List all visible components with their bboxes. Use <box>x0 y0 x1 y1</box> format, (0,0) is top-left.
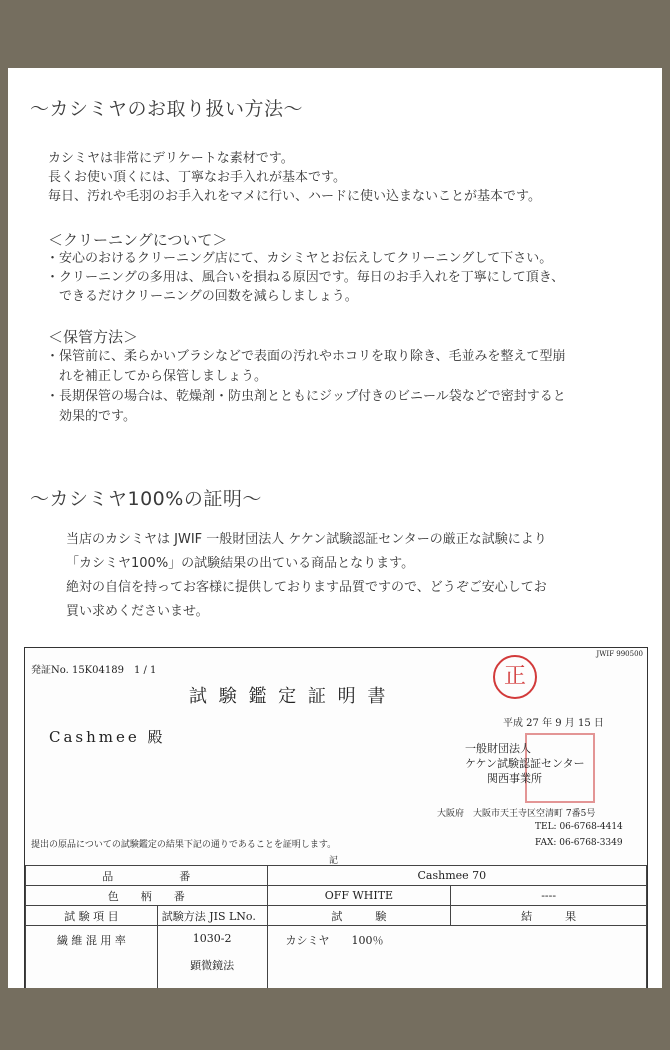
issuer-line-3: 関西事業所 <box>487 772 542 785</box>
storage-title: ＜保管方法＞ <box>48 328 139 346</box>
stamp-seal-icon: 正 <box>493 655 537 699</box>
table-row <box>26 886 647 906</box>
issuer-line-2: ケケン試験認証センター <box>465 757 585 770</box>
proof-heading: 〜カシミヤ100%の証明〜 <box>30 488 262 510</box>
storage-line-4: 効果的です。 <box>46 409 136 424</box>
content-panel <box>8 68 662 988</box>
col-test-item: 試 験 項 目 <box>26 906 158 926</box>
care-intro-line-3: 毎日、汚れや毛羽のお手入れをマメに行い、ハードに使い込まないことが基本です。 <box>48 189 541 204</box>
cleaning-line-2: ・クリーニングの多用は、風合いを損ねる原因です。毎日のお手入れを丁寧にして頂き、 <box>46 270 565 285</box>
test-method: 1030-2 <box>192 932 232 945</box>
certificate-number: 発証No. 15K04189 1 / 1 <box>31 665 157 676</box>
cleaning-line-3: できるだけクリーニングの回数を減らしましょう。 <box>46 289 358 304</box>
proof-line-1: 当店のカシミヤは JWIF 一般財団法人 ケケン試験認証センターの厳正な試験により <box>66 532 547 547</box>
cleaning-line-1: ・安心のおけるクリーニング店にて、カシミヤとお伝えしてクリーニングして下さい。 <box>46 251 553 266</box>
test-item: 繊 維 混 用 率 <box>26 926 158 989</box>
proof-line-2: 「カシミヤ100%」の試験結果の出ている商品となります。 <box>66 556 415 571</box>
hinban-label: 品 番 <box>26 866 268 886</box>
color-label: 色 柄 番 <box>26 886 268 906</box>
col-test: 試 験 <box>267 906 451 926</box>
test-result: カシミヤ 100％ <box>267 926 646 989</box>
certificate-ki: 記 <box>329 856 339 866</box>
test-method-cell <box>157 926 267 989</box>
color-value-2: ---- <box>451 886 647 906</box>
storage-line-1: ・保管前に、柔らかいブラシなどで表面の汚れやホコリを取り除き、毛並みを整えて型崩 <box>46 349 566 364</box>
result-table <box>25 865 647 988</box>
certificate-statement: 提出の原品についての試験鑑定の結果下記の通りであることを証明します。 <box>31 840 337 850</box>
certificate-date: 平成 27 年 9 月 15 日 <box>503 718 604 729</box>
care-heading: 〜カシミヤのお取り扱い方法〜 <box>30 98 304 120</box>
test-method-2: 顕微鏡法 <box>190 959 235 972</box>
table-header-row <box>26 906 647 926</box>
cleaning-title: ＜クリーニングについて＞ <box>48 231 228 249</box>
col-result: 結 果 <box>451 906 647 926</box>
issuer-fax: FAX: 06-6768-3349 <box>535 838 623 848</box>
storage-line-3: ・長期保管の場合は、乾燥剤・防虫剤とともにジップ付きのビニール袋などで密封すると <box>46 389 566 404</box>
certificate-title: 試 験 鑑 定 証 明 書 <box>189 686 389 707</box>
care-intro-line-2: 長くお使い頂くには、丁寧なお手入れが基本です。 <box>48 170 346 185</box>
care-intro-line-1: カシミヤは非常にデリケートな素材です。 <box>48 151 294 166</box>
hinban-value: Cashmee 70 <box>267 866 646 886</box>
storage-line-2: れを補正してから保管しましょう。 <box>46 369 268 384</box>
certificate-code: JWIF 990500 <box>596 650 643 658</box>
col-test-method: 試験方法 JIS LNo. <box>157 906 267 926</box>
test-certificate <box>24 647 648 988</box>
issuer-address: 大阪府 大阪市天王寺区空清町 7番5号 <box>437 809 596 819</box>
color-value: OFF WHITE <box>267 886 451 906</box>
table-row <box>26 926 647 989</box>
proof-line-3: 絶対の自信を持ってお客様に提供しております品質ですので、どうぞご安心してお <box>66 580 547 595</box>
table-row <box>26 866 647 886</box>
certificate-recipient: Cashmee 殿 <box>49 728 166 746</box>
issuer-line-1: 一般財団法人 <box>465 742 531 755</box>
proof-line-4: 買い求めくださいませ。 <box>66 604 209 619</box>
issuer-tel: TEL: 06-6768-4414 <box>535 822 623 832</box>
